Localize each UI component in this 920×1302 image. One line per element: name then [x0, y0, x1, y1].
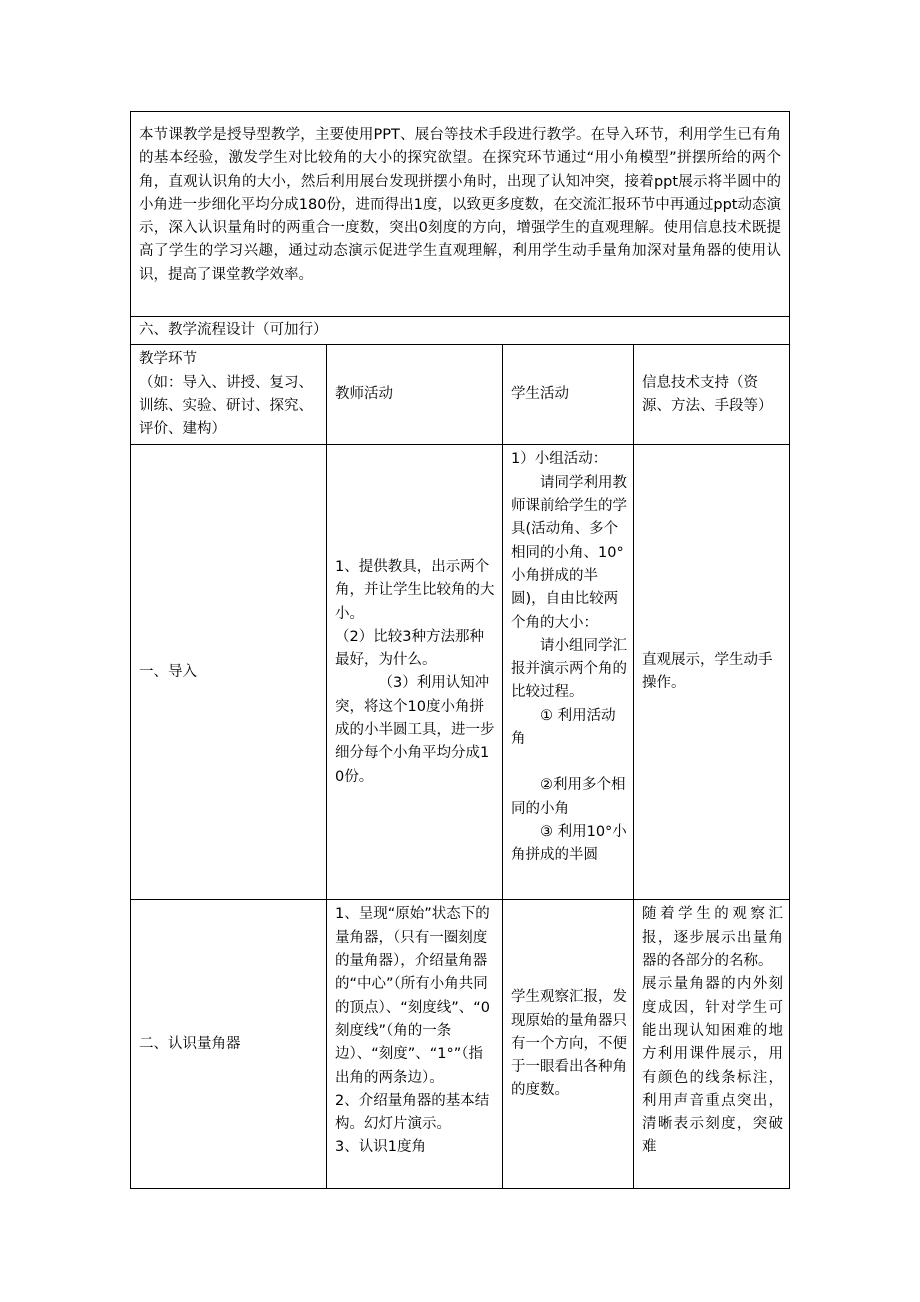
tech-item: 随着学生的观察汇报，逐步展示出量角器的各部分的名称。	[642, 906, 784, 970]
student-item: ③ 利用10°小角拼成的半圆	[511, 823, 627, 864]
lesson-plan-table	[130, 111, 790, 1189]
student-activity-cell: 学生观察汇报，发现原始的量角器只有一个方向，不便于一眼看出各种角的度数。	[503, 900, 634, 1189]
tech-support-cell: 直观展示，学生动手操作。	[634, 445, 790, 900]
lesson-plan-document	[130, 111, 789, 1189]
teacher-item: 2、介绍量角器的基本结构。幻灯片演示。	[335, 1092, 490, 1133]
student-item: ②利用多个相同的小角	[511, 777, 626, 817]
header-tech: 信息技术支持（资源、方法、手段等）	[634, 345, 790, 445]
section-title-row	[131, 317, 790, 345]
summary-paragraph: 本节课教学是授导型教学，主要使用PPT、展台等技术手段进行教学。在导入环节，利用学生已有角的基本经验，激发学生对比较角的大小的探究欲望。在探究环节通过“用小角模型”拼摆所给的两个角，直观认识角的大小，然后利用展台发现拼摆小角时，出现了认知冲突，接着ppt展示将半圆中的小角进一步细化平均分成180份，进而得出1度，以致更多度数，在交流汇报环节中再通过ppt动态演示，深入认识量角时的两重合一度数，突出0刻度的方向，增强学生的直观理解。使用信息技术既提高了学生的学习兴趣，通过动态演示促进学生直观理解，利用学生动手量角加深对量角器的使用认识，提高了课堂教学效率。	[131, 112, 790, 317]
table-row	[131, 900, 790, 1189]
student-activity-cell	[503, 445, 634, 900]
header-stage-title: 教学环节	[139, 351, 197, 368]
summary-row	[131, 112, 790, 317]
teacher-item: 1、提供教具，出示两个角，并让学生比较角的大小。	[335, 559, 495, 622]
header-stage-examples: （如：导入、讲授、复习、训练、实验、研讨、探究、评价、建构）	[139, 374, 313, 438]
student-item: 请同学利用教师课前给学生的学具(活动角、多个相同的小角、10°小角拼成的半圆)，自由比较两个角的大小：	[511, 474, 627, 631]
header-teacher: 教师活动	[327, 345, 503, 445]
table-row	[131, 445, 790, 900]
student-item: ① 利用活动角	[511, 707, 616, 748]
section-title: 六、教学流程设计（可加行）	[131, 317, 790, 345]
teacher-item: 1、呈现“原始”状态下的量角器，（只有一圈刻度的量角器），介绍量角器的“中心”（所有小角共同的顶点）、“刻度线”、“0刻度线”（角的一条边）、“刻度”、“1°”（指出角的两条边）。	[335, 906, 491, 1086]
stage-cell: 二、认识量角器	[131, 900, 327, 1189]
student-item: 1）小组活动：	[511, 451, 608, 468]
stage-cell: 一、导入	[131, 445, 327, 900]
teacher-item: 3、认识1度角	[335, 1139, 426, 1156]
tech-support-cell	[634, 900, 790, 1189]
teacher-activity-cell	[327, 445, 503, 900]
header-stage	[131, 345, 327, 445]
tech-item: 展示量角器的内外刻度成因，针对学生可能出现认知困难的地方利用课件展示，用有颜色的线条标注，利用声音重点突出，清晰表示刻度，突破难	[642, 976, 784, 1156]
table-header-row	[131, 345, 790, 445]
teacher-item: （3）利用认知冲突，将这个10度小角拼成的小半圆工具，进一步细分每个小角平均分成10份。	[335, 675, 495, 785]
header-student: 学生活动	[503, 345, 634, 445]
teacher-item: （2）比较3种方法那种最好，为什么。	[335, 628, 484, 669]
teacher-activity-cell	[327, 900, 503, 1189]
student-item: 请小组同学汇报并演示两个角的比较过程。	[511, 637, 627, 701]
